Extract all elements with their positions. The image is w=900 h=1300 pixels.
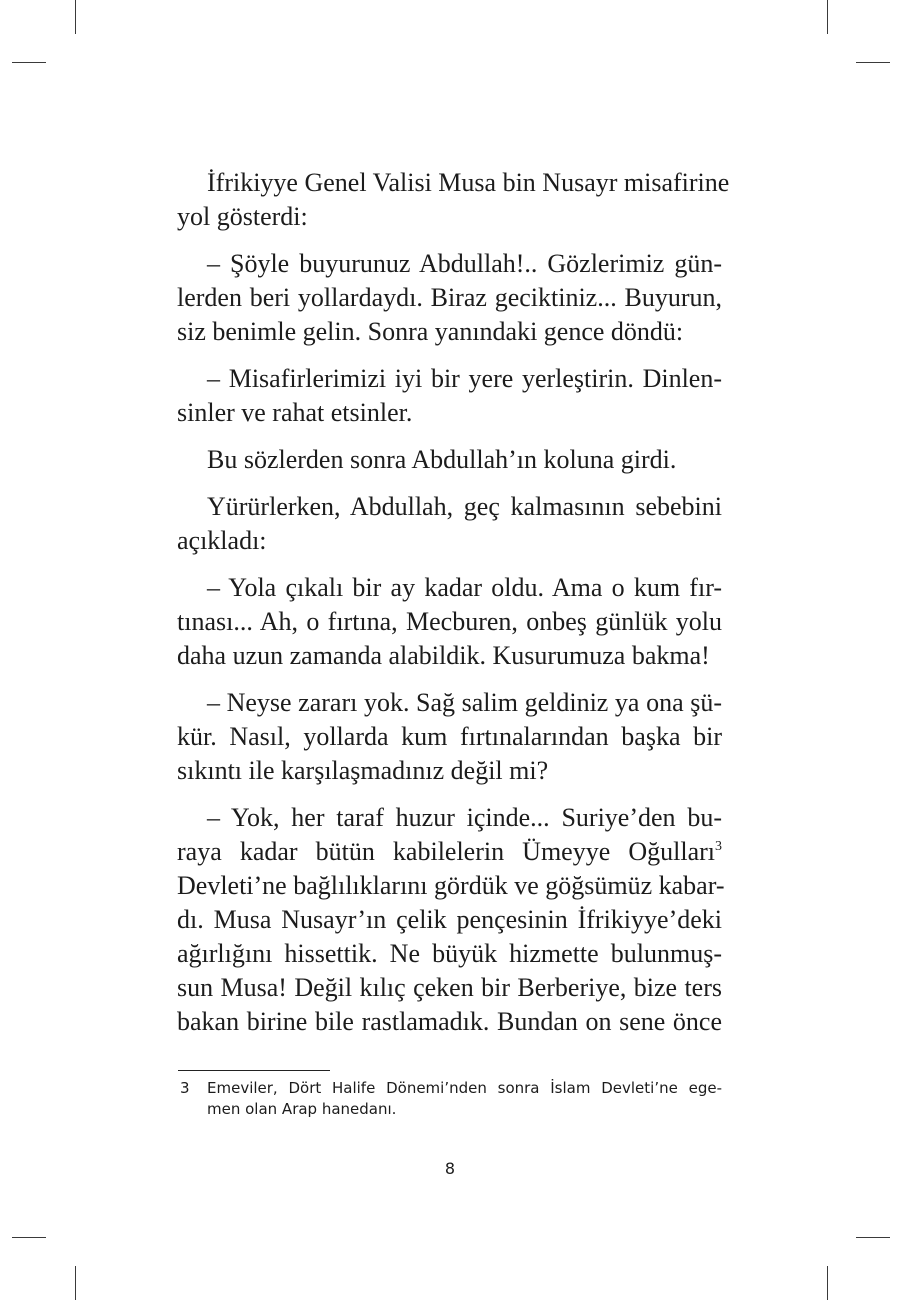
footnote-line: men olan Arap hanedanı. [207, 1100, 397, 1118]
footnote-number: 3 [180, 1079, 190, 1097]
text-line: sun Musa! Değil kılıç çeken bir Berberiye, bize ters [177, 973, 722, 1002]
text-line: bakan birine bile rastlamadık. Bundan on sene önce [177, 1007, 722, 1036]
footnote-separator [178, 1070, 330, 1071]
text-line: Devleti’ne bağlılıklarını gördük ve göğsümüz kabar- [177, 871, 725, 900]
text-line: tınası... Ah, o fırtına, Mecburen, onbeş günlük yolu [177, 607, 722, 636]
text-line: dı. Musa Nusayr’ın çelik pençesinin İfrikiyye’deki [177, 905, 722, 934]
text-line: İfrikiyye Genel Valisi Musa bin Nusayr misafirine [207, 168, 730, 197]
text-line: sıkıntı ile karşılaşmadınız değil mi? [177, 756, 549, 785]
text-line: Bu sözlerden sonra Abdullah’ın koluna girdi. [207, 445, 677, 474]
text-line: yol gösterdi: [177, 202, 308, 231]
text-line: kür. Nasıl, yollarda kum fırtınalarından başka bir [177, 722, 722, 751]
footnote-reference[interactable]: 3 [715, 839, 722, 854]
text-line: ağırlığını hissettik. Ne büyük hizmette bulunmuş- [177, 939, 722, 968]
text-line: – Misafirlerimizi iyi bir yere yerleştirin. Dinlen- [207, 364, 722, 393]
crop-mark [856, 62, 890, 63]
crop-mark [827, 0, 828, 34]
footnote-text [207, 1078, 722, 1120]
text-line: – Şöyle buyurunuz Abdullah!.. Gözlerimiz gün- [207, 249, 722, 278]
text-line: – Yok, her taraf huzur içinde... Suriye’den bu- [207, 803, 722, 832]
crop-mark [12, 62, 46, 63]
text-line: raya kadar bütün kabilelerin Ümeyye Oğulları$^3$ [177, 837, 722, 866]
text-line: lerden beri yollardaydı. Biraz geciktiniz... Buyurun, [177, 283, 722, 312]
crop-mark [856, 1237, 890, 1238]
crop-mark [75, 1266, 76, 1300]
text-line: – Neyse zararı yok. Sağ salim geldiniz ya ona şü- [207, 688, 722, 717]
text-line: sinler ve rahat etsinler. [177, 398, 413, 427]
text-line: açıkladı: [177, 526, 267, 555]
body-text [177, 166, 730, 1039]
crop-mark [12, 1237, 46, 1238]
footnote [177, 1078, 722, 1120]
text-line: – Yola çıkalı bir ay kadar oldu. Ama o kum fır- [207, 573, 722, 602]
footnote-line: Emeviler, Dört Halife Dönemi’nden sonra İslam Devleti’ne ege- [207, 1079, 722, 1097]
text-line: daha uzun zamanda alabildik. Kusurumuza bakma! [177, 641, 710, 670]
text-line: Yürürlerken, Abdullah, geç kalmasının sebebini [207, 492, 722, 521]
crop-mark [827, 1266, 828, 1300]
page-number: 8 [444, 1159, 456, 1178]
text-line: siz benimle gelin. Sonra yanındaki gence döndü: [177, 317, 684, 346]
crop-mark [75, 0, 76, 34]
